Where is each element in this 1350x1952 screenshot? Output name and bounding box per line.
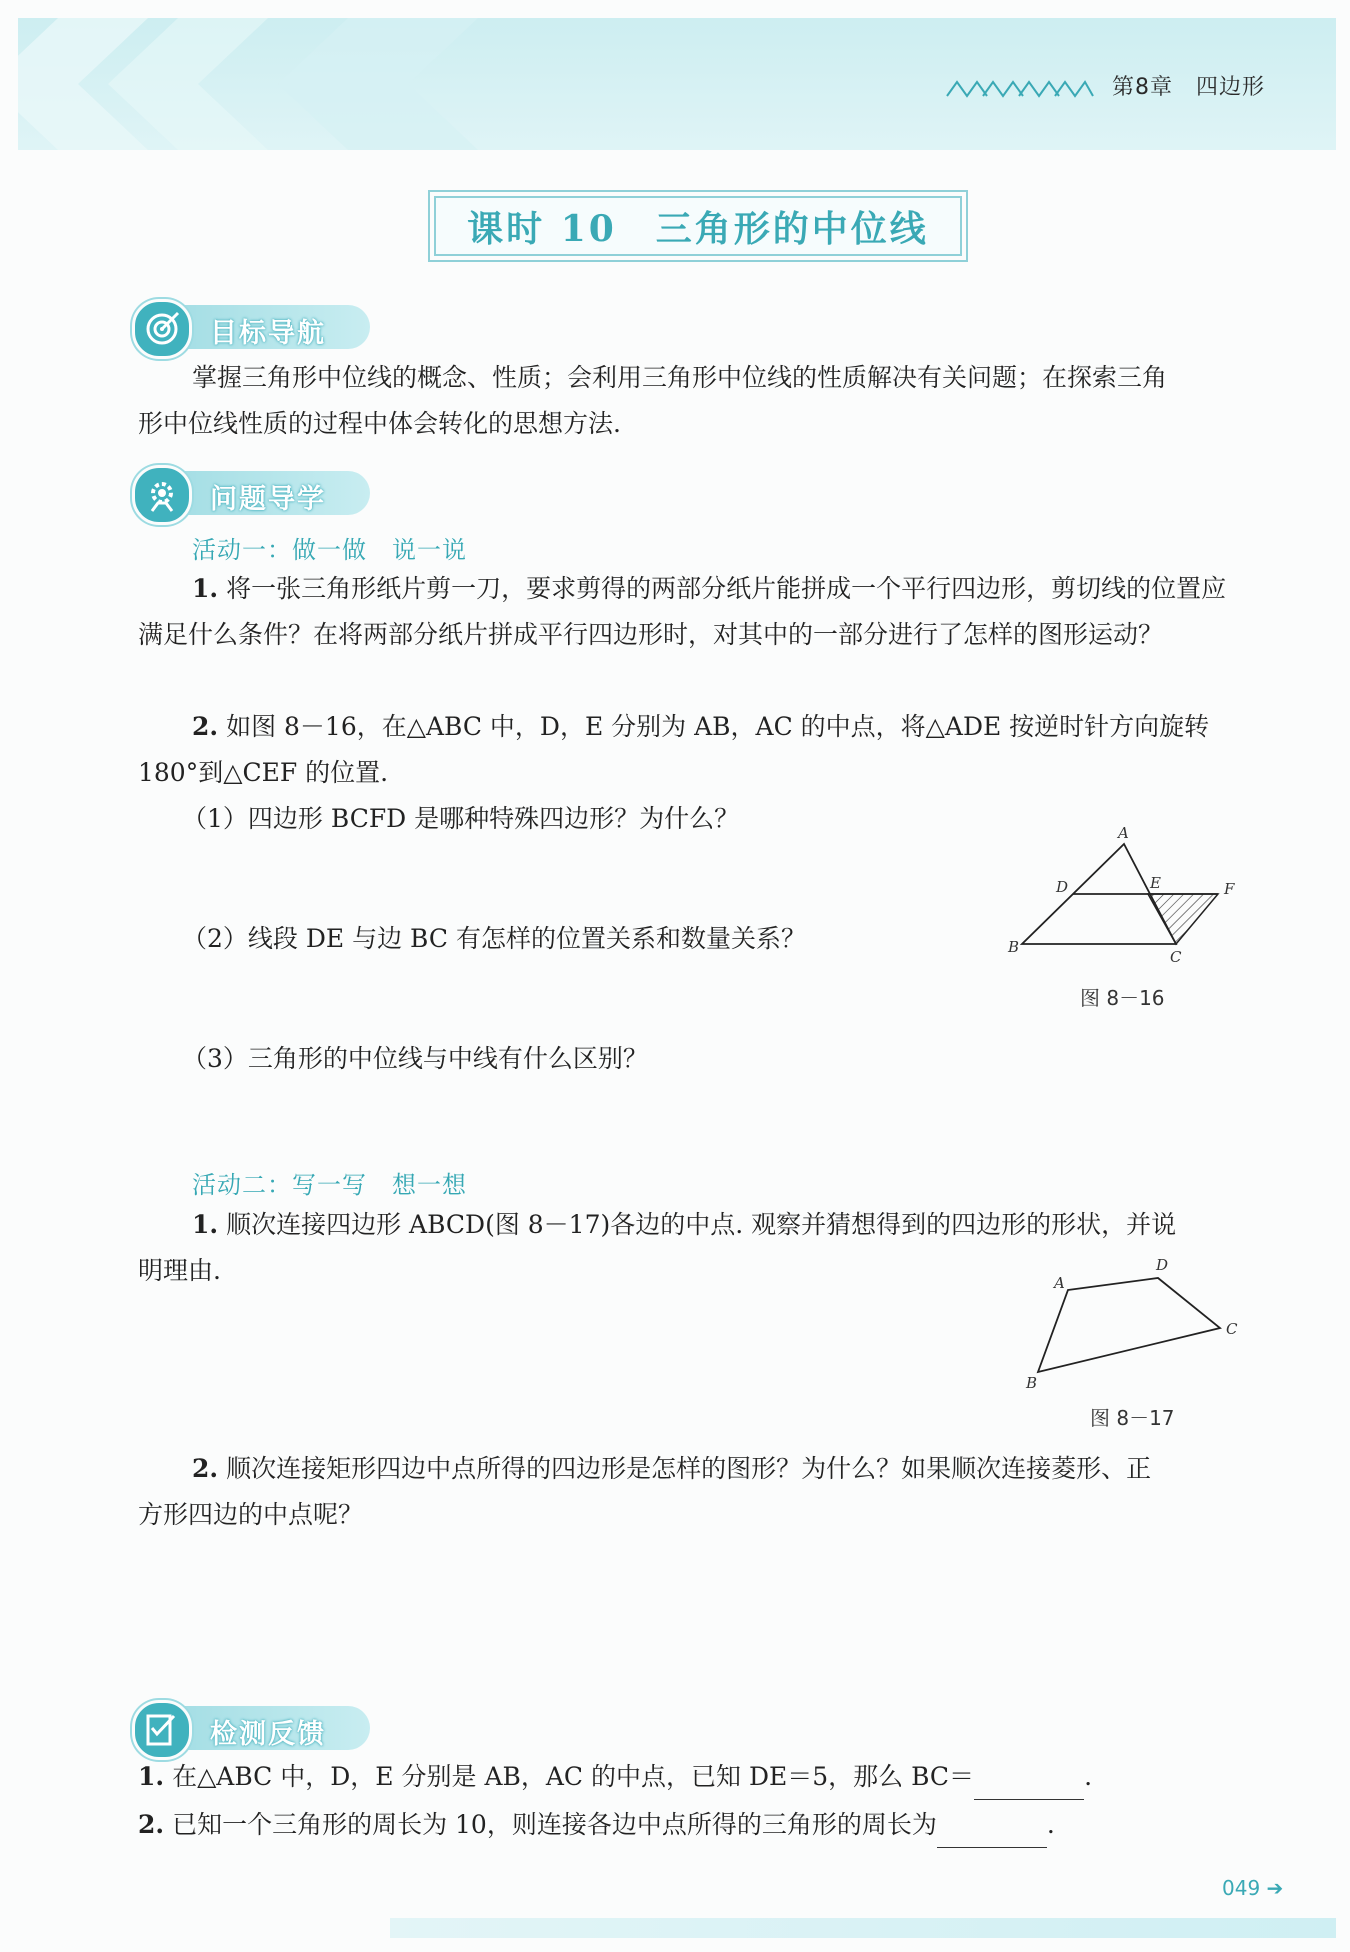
- label-c: C: [1170, 948, 1182, 966]
- question-number: 2.: [192, 1454, 219, 1483]
- question-number: 2.: [192, 712, 219, 741]
- question-number: 1.: [192, 1210, 219, 1239]
- mountain-decoration-icon: [945, 78, 1095, 98]
- label-c: C: [1226, 1320, 1238, 1338]
- figure-8-17-caption: 图 8－17: [1090, 1406, 1175, 1430]
- section-guide-label: 问题导学: [210, 484, 326, 515]
- question-number: 1.: [192, 574, 219, 603]
- chapter-label: 第8章 四边形: [1112, 75, 1265, 100]
- page-number-text: 049: [1222, 1876, 1261, 1900]
- activity1-q2-line1: [192, 704, 1209, 750]
- section-guide-header: [140, 471, 370, 515]
- footer-band: [390, 1918, 1336, 1938]
- activity1-sub2: （2）线段 DE 与边 BC 有怎样的位置关系和数量关系？: [182, 924, 806, 953]
- label-a: A: [1054, 1274, 1065, 1292]
- label-d: D: [1156, 1256, 1169, 1274]
- activity2-q1-line2: 明理由.: [138, 1256, 221, 1285]
- activity1-q2-line2: 180°到△CEF 的位置.: [138, 758, 389, 787]
- activity2-q1-line1: [192, 1202, 1176, 1248]
- question-end: .: [1046, 1810, 1055, 1839]
- question-text: 顺次连接四边形 ABCD(图 8－17)各边的中点. 观察并猜想得到的四边形的形状，并说: [226, 1210, 1177, 1239]
- activity1-q1-line1: [192, 566, 1226, 612]
- goal-text-line2: 形中位线性质的过程中体会转化的思想方法.: [138, 409, 621, 438]
- activity2-title: 活动二：写一写 想一想: [192, 1171, 467, 1199]
- label-d: D: [1056, 878, 1069, 896]
- label-b: B: [1026, 1374, 1038, 1392]
- question-text: 在△ABC 中，D，E 分别是 AB，AC 的中点，已知 DE＝5，那么 BC＝: [172, 1762, 975, 1791]
- target-icon: [132, 299, 192, 359]
- activity1-q1-line2: 满足什么条件？在将两部分纸片拼成平行四边形时，对其中的一部分进行了怎样的图形运动？: [138, 620, 1164, 649]
- figure-8-16-caption: 图 8－16: [1080, 986, 1165, 1010]
- label-e: E: [1150, 874, 1161, 892]
- question-text: 如图 8－16，在△ABC 中，D，E 分别为 AB，AC 的中点，将△ADE 按逆时针方向旋转: [226, 712, 1210, 741]
- activity1-sub1: （1）四边形 BCFD 是哪种特殊四边形？为什么？: [182, 804, 740, 833]
- section-goal-header: [140, 305, 370, 349]
- question-text: 已知一个三角形的周长为 10，则连接各边中点所得的三角形的周长为: [172, 1810, 937, 1839]
- checklist-icon: [132, 1700, 192, 1760]
- lesson-title-box: [428, 190, 968, 262]
- page-number: [1222, 1876, 1283, 1900]
- answer-blank[interactable]: [974, 1769, 1084, 1800]
- section-goal-label: 目标导航: [210, 318, 326, 349]
- answer-blank[interactable]: [937, 1817, 1047, 1848]
- activity1-title: 活动一：做一做 说一说: [192, 536, 467, 564]
- gear-head-icon: [132, 465, 192, 525]
- feedback-q1: [138, 1754, 1092, 1800]
- figure-8-17: [1010, 1250, 1250, 1400]
- question-text: 将一张三角形纸片剪一刀，要求剪得的两部分纸片能拼成一个平行四边形，剪切线的位置应: [226, 574, 1227, 603]
- question-number: 2.: [138, 1810, 165, 1839]
- label-a: A: [1118, 824, 1129, 842]
- triangle-cef: [1148, 894, 1218, 944]
- quadrilateral-abcd: [1038, 1278, 1220, 1372]
- section-feedback-header: [140, 1706, 370, 1750]
- goal-text-line1: 掌握三角形中位线的概念、性质；会利用三角形中位线的性质解决有关问题；在探索三角: [192, 363, 1168, 392]
- arrow-icon: ➔: [1266, 1876, 1284, 1900]
- activity2-q2-line2: 方形四边的中点呢？: [138, 1500, 364, 1529]
- figure-8-16: [1000, 820, 1260, 970]
- feedback-q2: [138, 1802, 1055, 1848]
- lesson-title: 课时 10 三角形的中位线: [467, 207, 929, 250]
- question-end: .: [1084, 1762, 1093, 1791]
- label-b: B: [1008, 938, 1020, 956]
- activity2-q2-line1: [192, 1446, 1151, 1492]
- question-text: 顺次连接矩形四边中点所得的四边形是怎样的图形？为什么？如果顺次连接菱形、正: [226, 1454, 1152, 1483]
- activity1-sub3: （3）三角形的中位线与中线有什么区别？: [182, 1044, 648, 1073]
- question-number: 1.: [138, 1762, 165, 1791]
- section-feedback-label: 检测反馈: [210, 1719, 326, 1750]
- label-f: F: [1224, 880, 1235, 898]
